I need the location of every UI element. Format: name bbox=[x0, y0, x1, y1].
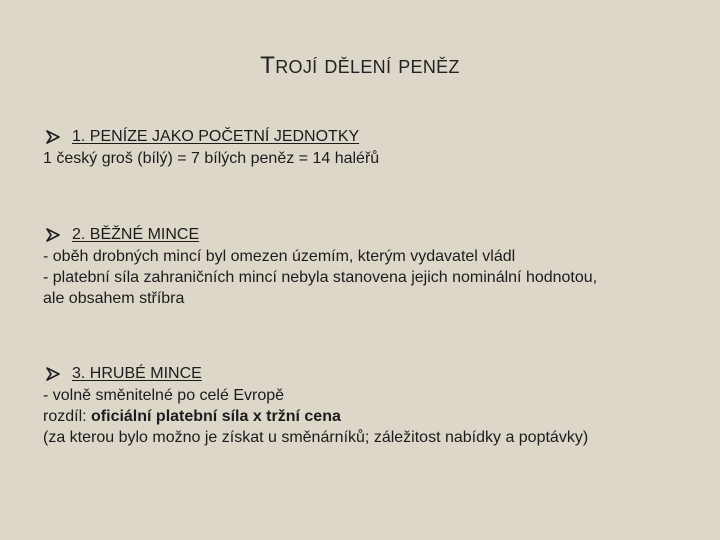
section-3 bbox=[43, 363, 693, 448]
section-text: - platební síla zahraničních mincí nebyla stanovena jejich nominální hodnotou, bbox=[43, 269, 598, 286]
page-title bbox=[0, 52, 720, 80]
section-heading: 1. PENÍZE JAKO POČETNÍ JEDNOTKY bbox=[72, 128, 360, 145]
difference-bold-text: oficiální platební síla x tržní cena bbox=[91, 408, 341, 425]
section-1 bbox=[43, 126, 693, 169]
section-2 bbox=[43, 224, 693, 309]
title-word3: PENĚZ bbox=[398, 57, 460, 77]
title-word2-rest: ĚLENÍ bbox=[337, 57, 392, 77]
section-heading: 2. BĚŽNÉ MINCE bbox=[72, 226, 200, 243]
section-heading-line bbox=[43, 224, 693, 246]
title-word1-rest: ROJÍ bbox=[275, 57, 318, 77]
section-heading: 3. HRUBÉ MINCE bbox=[72, 365, 202, 382]
section-text: - volně směnitelné po celé Evropě bbox=[43, 387, 285, 404]
section-text bbox=[43, 406, 693, 427]
section-heading-line bbox=[43, 126, 693, 148]
title-word2: D bbox=[324, 57, 338, 77]
arrow-bullet-icon bbox=[45, 228, 61, 242]
arrow-bullet-icon bbox=[45, 130, 61, 144]
section-heading-line bbox=[43, 363, 693, 385]
section-text: ale obsahem stříbra bbox=[43, 290, 185, 307]
section-text: (za kterou bylo možno je získat u směnárníků; záležitost nabídky a poptávky) bbox=[43, 429, 589, 446]
arrow-bullet-icon bbox=[45, 367, 61, 381]
title-initial: T bbox=[260, 52, 276, 79]
section-text: 1 český groš (bílý) = 7 bílých peněz = 14 haléřů bbox=[43, 150, 380, 167]
difference-label: rozdíl: bbox=[43, 408, 92, 425]
section-text: - oběh drobných mincí byl omezen územím, kterým vydavatel vládl bbox=[43, 248, 516, 265]
